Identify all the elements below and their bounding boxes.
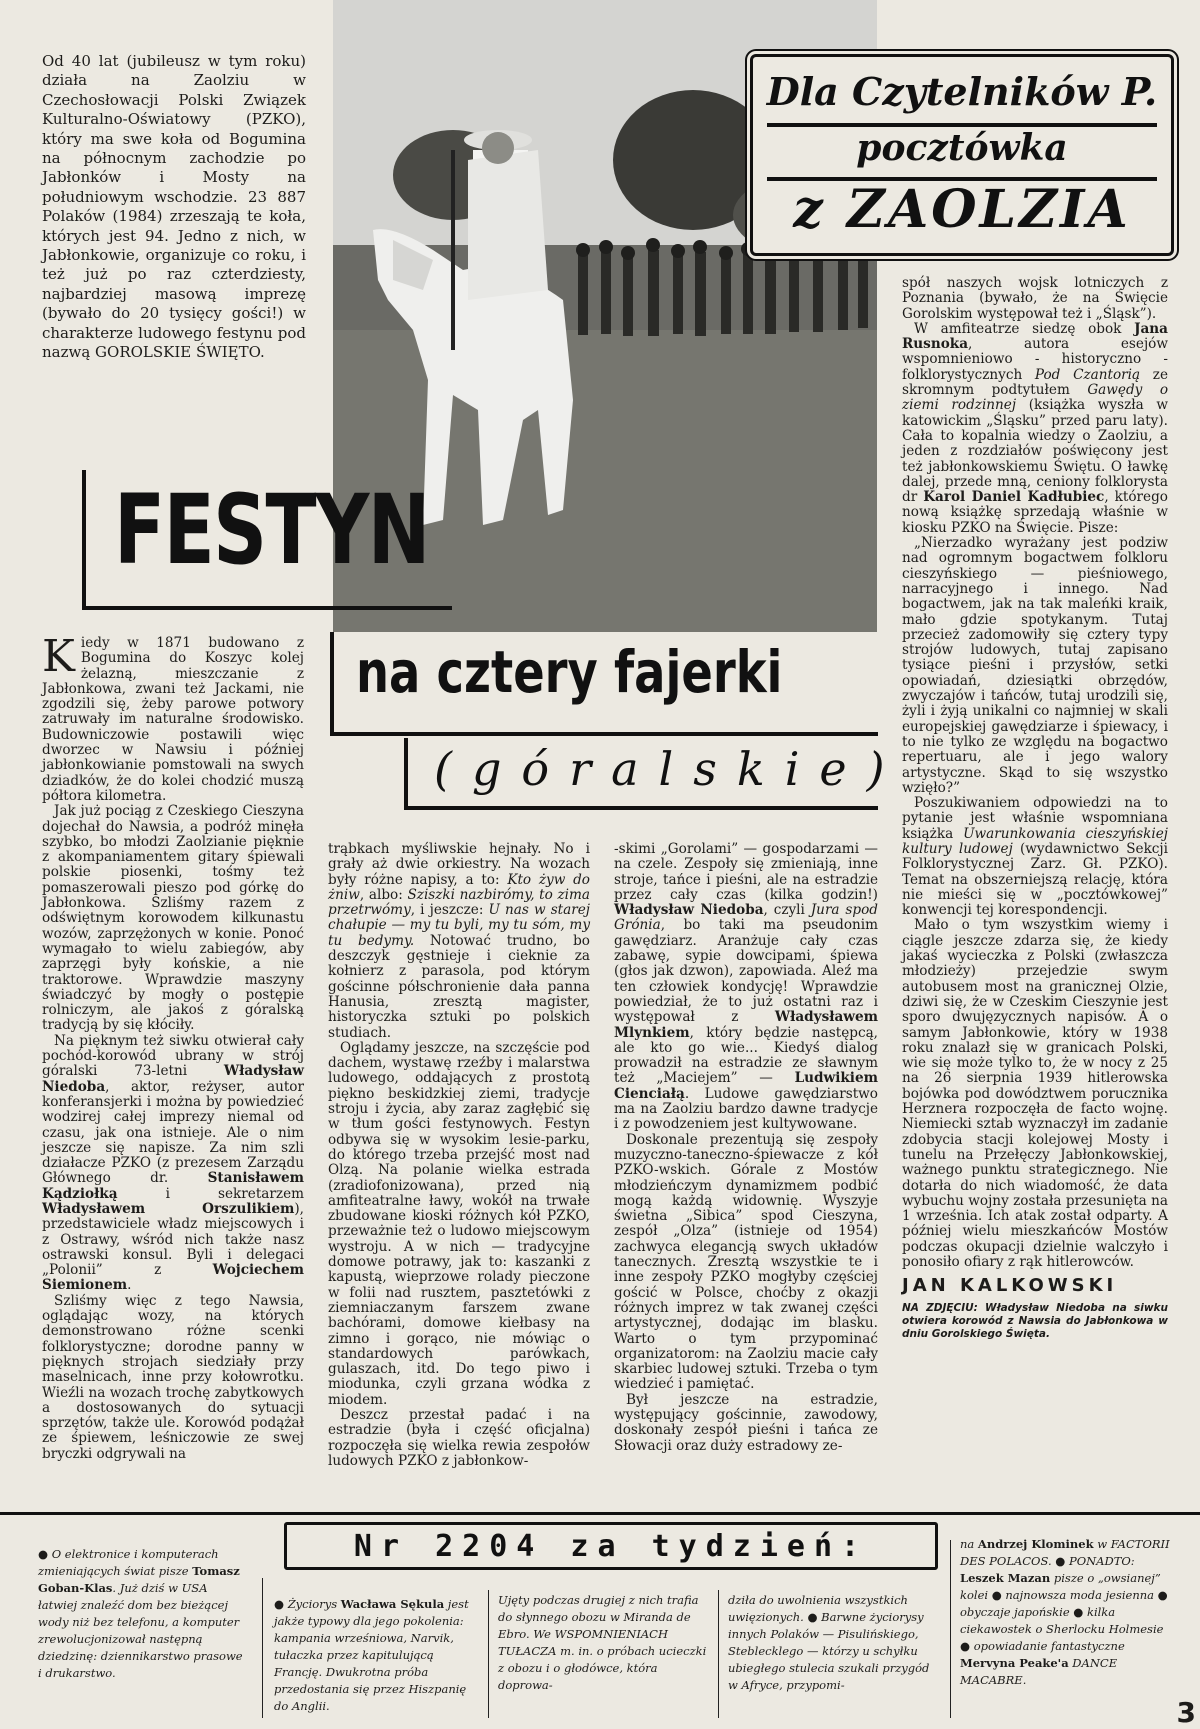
- col2-p3: Deszcz przestał padać i na estradzie (była i część oficjalna) rozpoczęła się wielka rewia zespołów ludowych PZKO z jabłonkow-: [328, 1406, 590, 1469]
- person-name: Jana Rusnoka: [902, 320, 1168, 353]
- next-issue-banner: [284, 1522, 938, 1570]
- page-number: 3: [1176, 1696, 1196, 1729]
- person-name: Leszek Mazan: [960, 1571, 1051, 1585]
- text-run: . Ludowe gawędziarstwo ma na Zaolziu bardzo dawne tradycje i z powodzeniem jest kultywowane.: [614, 1085, 878, 1133]
- text-run: pisze o „owsianej” kolei ● najnowsza moda jesienna ● obyczaje japońskie ● kilka ciekawostek o Sherlocku Holmesie ● opowiadanie fantastyczne: [960, 1571, 1168, 1653]
- text-run: , który będzie następcą, ale kto go wie... Kiedyś dialog prowadził na estradzie ze sławnym też „Maciejem” —: [614, 1024, 878, 1087]
- text-run: DANCE MACABRE.: [960, 1656, 1118, 1687]
- col1-p2: Jak już pociąg z Czeskiego Cieszyna dojechał do Nawsia, a podróż minęła szybko, bo młodzi Zaolzianie pięknie z akompaniamentem gitary śpiewali polskie piosenki, tośmy też pomaszerowali pieszo pod górkę do Jabłonkowa. Szliśmy razem z odświętnym korowodem kilkunastu wozów, zaprzężonych w konie. Ponoć wymagało to wielu zabiegów, aby zaprzęgi były końskie, a nie traktorowe. Wprawdzie maszyny świadczyć by mogły o postępie rolniczym, ale jakoś z góralską tradycją by się kłóciły.: [42, 803, 304, 1034]
- text-run: Na pięknym też siwku otwierał cały pochód-korowód ubrany w strój góralski 73-letni: [42, 1032, 304, 1080]
- person-name: Władysławem Orszulikiem: [42, 1200, 295, 1217]
- person-name: Wojciechem Siemionem: [42, 1262, 304, 1294]
- col3-p3: Był jeszcze na estradzie, występujący gościnnie, zawodowy, doskonały zespół pieśni i tańca ze Słowacji oraz duży estradowy ze-: [614, 1391, 878, 1454]
- text-run: , czyli: [763, 902, 811, 919]
- col2-p2: Oglądamy jeszcze, na szczęście pod dachem, wystawę rzeźby i malarstwa ludowego, oddających z prostotą piękno beskidzkiej ziemi, tradycje stroju i życia, aby zaraz zagłębić się w tłum gości festynowych. Festyn odbywa się w wysokim lesie-parku, do którego trzeba przejść most nad Olzą. Na polanie wielka estrada (zradiofonizowana), przed nią amfiteatralne ławy, wokół na trwałe zbudowane kioski różnych kół PZKO, przeważnie też o ludowo miejscowym wystroju. A w nich — tradycyjne domowe potrawy, jak to: kaszanki z kapustą, wieprzowe rolady pieczone w folii nad rusztem, pasztetówki z ziemniaczanym farszem zwane bachórami, domowe kiełbasy na zimno i gorąco, nie mówiąc o standardowych parówkach, gulaszach, itd. Do tego piwo i miodunka, czyli grzana wódka z miodem.: [328, 1039, 590, 1408]
- header-line2: pocztówka: [856, 127, 1068, 169]
- subtitle-box: [330, 632, 878, 736]
- column-2: [328, 842, 590, 1469]
- footer-col-4: [728, 1592, 940, 1694]
- text-run: ze skromnym podtytułem: [902, 366, 1169, 399]
- footer-divider: [262, 1578, 263, 1718]
- text-run: ● Barwne życiorysy innych Polaków — Pisulińskiego, Steblecklego — którzy u schyłku ubiegłego stulecia szukali przygód w Afryce, przypomi-: [728, 1610, 930, 1692]
- col3-p2: Doskonale prezentują się zespoły muzyczno-taneczno-śpiewacze z kół PZKO-wskich. Górale z Mostów młodzieńczym dynamizmem podbić mogą każdą widownię. Wyszyje świetna „Sibica” spod Cieszyna, zespół „Olza” (istnieje od 1954) zachwyca elegancją swych układów tanecznych. Zresztą wszystkie te i inne zespoły PZKO mogłyby częściej gościć w Polsce, choćby z okazji różnych imprez w tak zwanej części artystycznej, dodając im blasku. Warto o tym przypominać organizatorom: na Zaolziu macie cały skarbiec ludowej sztuki. Trzeba o tym wiedzieć i pamiętać.: [614, 1131, 878, 1393]
- col1-p3: [42, 1034, 304, 1294]
- subtitle-highlander: (góralskie): [434, 742, 905, 796]
- text-run: , i jeszcze:: [410, 902, 489, 919]
- col3-p1: [614, 842, 878, 1133]
- person-name: Władysław Niedoba: [42, 1063, 304, 1095]
- footer-divider: [488, 1590, 489, 1718]
- text-run: , autora esejów wspomnieniowo - historyczno - folklorystycznych: [902, 336, 1168, 383]
- text-run: jest jakże typowy dla jego pokolenia: kampania wrześniowa, Narvik, tułaczka przez kapitulującą Francję. Dwukrotna próba przedostania się przez Hiszpanię do Anglii.: [274, 1597, 469, 1713]
- book-title: Pod Czantorią: [1034, 366, 1141, 383]
- person-name: Karol Daniel Kadłubiec: [923, 489, 1105, 506]
- person-name: Andrzej Klominek: [977, 1537, 1094, 1551]
- wagon-slogan: Kto żyw do żniw: [328, 871, 590, 903]
- text-run: , aktor, reżyser, autor konferansjerki i można by powiedzieć wodzirej całej imprezy niemal od czasu, jak ona istnieje. Ale o nim jeszcze się napisze. Za nim szli działacze PZKO (z prezesem Zarządu Głównego dr.: [42, 1078, 304, 1187]
- text-run: (książka wyszła w katowickim „Śląsku” przed paru laty). Cała to kopalnia wiedzy o Zaolziu, a jeden z rozdziałów poświęcony jest też jabłonkowskiemu Świętu. O ławkę dalej, przede mną, ceniony folklorysta dr: [902, 397, 1168, 506]
- col4-p1: spół naszych wojsk lotniczych z Poznania (bywało, że na Święcie Gorolskim występował też i „Śląsk”).: [902, 275, 1168, 322]
- text-run: , albo:: [359, 886, 408, 903]
- footer-col-3: Ujęty podczas drugiej z nich trafia do słynnego obozu w Miranda de Ebro. We WSPOMNIENIACH TUŁACZA m. in. o próbach ucieczki z obozu i o głodówce, która doprowa-: [498, 1593, 707, 1692]
- author-signature: JAN KALKOWSKI: [902, 1275, 1118, 1297]
- title-box: [82, 470, 452, 610]
- column-1: [42, 631, 304, 1462]
- col4-quote: „Nierzadko wyrażany jest podziw nad ogromnym bogactwem folkloru cieszyńskiego — pieśniowego, narracyjnego i innego. Nad bogactwem, jak na tak maleńki kraik, mało gdzie spotykanym. Tutaj przecież zadomowiły się cztery typy strojów ludowych, tutaj zapisano tysiące pieśni i przysłów, setki opowiadań, dziesiątki obrzędów, zwyczajów i tańców, tutaj urodzili się, żyli i żyją unikalni co najmniej w skali europejskiej gawędziarze i śpiewacy, i to nie tylko ze względu na bogactwo repertuaru, ale i jego walory artystyczne. Skąd to się wszystko wzięło?”: [902, 535, 1168, 796]
- intro-paragraph: Od 40 lat (jubileusz w tym roku) działa na Zaolziu w Czechosłowacji Polski Związek Kulturalno-Oświatowy (PZKO), który ma swe koła od Bogumina na północnym zachodzie po Jabłonków i Mosty na południowym wschodzie. 23 887 Polaków (1984) zrzeszają te koła, których jest 94. Jedno z nich, w Jabłonkowie, organizuje co roku, i też już po raz czterdziesty, najbardziej masową imprezę (bywało do 20 tysięcy gości!) w charakterze ludowego festynu pod nazwą GOROLSKIE ŚWIĘTO.: [42, 52, 306, 362]
- text-run: ● PONADTO:: [1055, 1554, 1135, 1568]
- col2-p1: [328, 842, 590, 1041]
- text-run: W amfiteatrze siedzę obok: [914, 320, 1135, 337]
- column-4: [902, 276, 1168, 1341]
- column-3: [614, 842, 878, 1454]
- header-line3: z ZAOLZIA: [793, 179, 1131, 240]
- text-run: ● Życiorys: [274, 1597, 341, 1611]
- person-name: Stanisławem Kądziołką: [42, 1170, 304, 1202]
- footer-rule: [0, 1512, 1200, 1515]
- col1-p1: iedy w 1871 budowano z Bogumina do Koszyc kolej żelazną, mieszczanie z Jabłonkowa, zwani też Jackami, nie zgodzili się, żeby parowe potwory zatruwały im naturalne środowisko. Budowniczowie postawili więc dworzec w Nawsiu i później jabłonkowianie pomstowali na swych dziadków, że do kolei chodzić muszą półtora kilometra.: [42, 635, 304, 804]
- book-title: Uwarunkowania cieszyńskiej kultury ludowej: [902, 825, 1168, 857]
- text-run: na: [960, 1537, 978, 1551]
- pseudonym: Jura spod Grónia: [614, 902, 878, 934]
- person-name: Władysław Niedoba: [614, 902, 764, 919]
- person-name: Tomasz Goban-Klas: [38, 1564, 240, 1595]
- person-name: Ludwikiem Cienciałą: [614, 1070, 878, 1102]
- postcard-header: [750, 54, 1174, 256]
- header-line1: Dla Czytelników P.: [766, 69, 1158, 114]
- person-name: Mervyna Peake'a: [960, 1656, 1069, 1670]
- subtitle2-box: [404, 738, 905, 810]
- footer-col-5: [960, 1536, 1170, 1689]
- text-run: -skimi „Gorolami” — gospodarzami — na czele. Zespoły się zmieniają, inne stroje, tańce i pieśni, ale na estradzie przez cały czas (kilka godzin!): [614, 841, 878, 903]
- text-run: ), przedstawiciele władz miejscowych i z Ostrawy, wśród nich także nasz ostrawski konsul. Byli i delegaci „Polonii” z: [42, 1200, 304, 1279]
- book-subtitle: Gawędy o ziemi rodzinnej: [902, 382, 1168, 414]
- title-main: FESTYN: [114, 474, 429, 586]
- text-run: ● O elektronice i komputerach zmieniających świat pisze: [38, 1547, 219, 1578]
- wagon-slogan: Sziszki nazbirómy, to zima przetrwómy: [328, 886, 590, 919]
- text-run: (wydawnictwo Sekcji Folklorystycznej Zarz. Gł. PZKO). Temat na obszerniejszą relację, która nie mieści się w „pocztówkowej” konwencji tej korespondencji.: [902, 840, 1168, 919]
- col4-p2: [902, 322, 1168, 536]
- text-run: w FACTORII DES POLACOS.: [960, 1537, 1170, 1568]
- text-run: , bo taki ma pseudonim gawędziarz. Aranżuje cały czas zabawę, sypie dowcipami, śpiewa (głos jak dzwon), zapowiada. Aleź ma ten człowiek kondycję! Wprawdzie powiedział, że to już ostatni raz i występował z: [614, 917, 878, 1026]
- text-run: Notować trudno, bo deszczyk gęstnieje i cieknie za kołnierz z parasola, pod którym gościnne półschronienie dała panna Hanusia, zresztą magister, historyczka sztuki po polskich studiach.: [328, 932, 590, 1041]
- footer-col-2: [274, 1596, 480, 1715]
- text-run: dziła do uwolnienia wszystkich uwięzionych.: [728, 1593, 908, 1624]
- text-run: . Już dziś w USA łatwiej znaleźć dom bez bieżącej wody niż bez telefonu, a komputer zrewolucjonizował następną dziedzinę: dziennikarstwo prasowe i drukarstwo.: [38, 1581, 243, 1680]
- footer-divider: [718, 1590, 719, 1718]
- col4-p4: [902, 796, 1168, 918]
- footer-col-1: [38, 1546, 248, 1682]
- text-run: .: [127, 1277, 132, 1294]
- subtitle: na cztery fajerki: [356, 638, 783, 706]
- wagon-slogan: U nas w starej chałupie — my tu byli, my tu sóm, my tu bedymy.: [328, 902, 590, 949]
- col1-p4: Szliśmy więc z tego Nawsia, oglądając wozy, na których demonstrowano różne scenki folklorystyczne; dorodne panny w pięknych strojach siedziały przy maselnicach, inne przy kołowrotku. Wieźli na wozach trochę zabytkowych a dostosowanych do sytuacji sprzętów, także ule. Korowód podążał ze śpiewem, leśniczowie ze swej bryczki odgrywali na: [42, 1292, 304, 1462]
- next-issue-title: Nr 2204 za tydzień:: [353, 1529, 869, 1564]
- footer-divider: [950, 1540, 951, 1718]
- text-run: Poszukiwaniem odpowiedzi na to pytanie jest właśnie wspomniana książka: [902, 795, 1168, 842]
- text-run: i sekretarzem: [117, 1185, 304, 1202]
- col4-p5: Mało o tym wszystkim wiemy i ciągle jeszcze zdarza się, że kiedy jakaś wycieczka z Polski (zwłaszcza młodzieży) przejedzie swym autobusem most na granicznej Olzie, dziwi się, że w Czeskim Cieszynie jest sporo dwujęzycznych napisów. A o samym Jabłonkowie, który w 1938 roku znalazł się w granicach Polski, wie się może tylko to, że w nocy z 25 na 26 sierpnia 1939 hitlerowska bojówka pod dowództwem porucznika Herznera rozpoczęła de facto wojnę. Niemiecki sztab wyznaczył im zadanie zdobycia stacji kolejowej Mosty i tunelu na Przełęczy Jabłonkowskiej, ważnego punktu strategicznego. Nie dotarła do nich wiadomość, że data wybuchu wojny została przesunięta na 1 września. Ich atak został odparty. A później wielu mieszkańców Mostów podczas okupacji dzielnie walczyło i ponosiło ofiary z rąk hitlerowców.: [902, 917, 1168, 1270]
- text-run: , którego nową książkę sprzedają właśnie w kiosku PZKO na Święcie. Pisze:: [902, 489, 1168, 536]
- text-run: trąbkach myśliwskie hejnały. No i grały aż dwie orkiestry. Na wozach były różne napisy, a to:: [328, 841, 590, 888]
- person-name: Władysławem Mlynkiem: [614, 1009, 878, 1041]
- drop-cap: K: [42, 631, 75, 682]
- person-name: Wacława Sękula: [340, 1597, 445, 1611]
- photo-caption: NA ZDJĘCIU: Władysław Niedoba na siwku otwiera korowód z Nawsia do Jabłonkowa w dniu Gorolskiego Święta.: [902, 1301, 1168, 1340]
